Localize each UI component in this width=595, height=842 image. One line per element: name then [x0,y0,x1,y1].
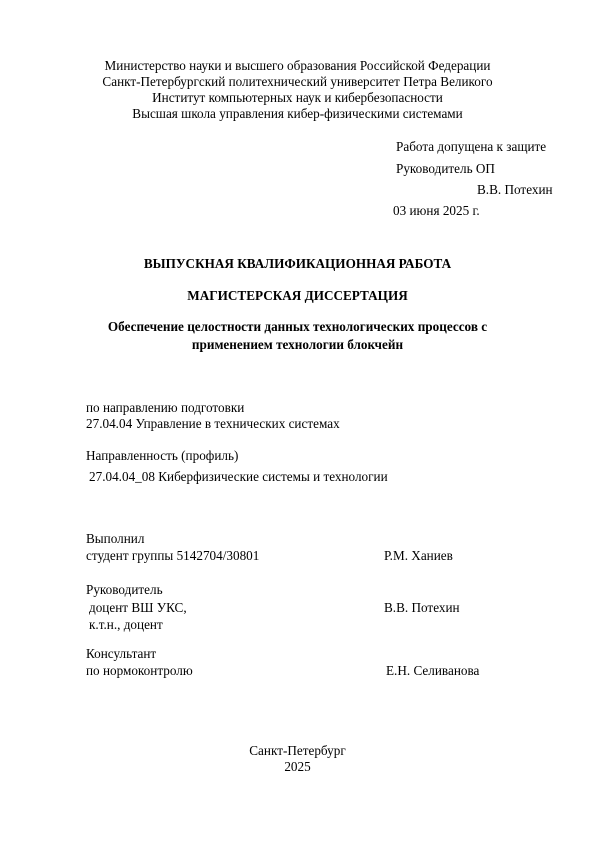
performer-name: Р.М. Ханиев [384,548,453,563]
direction-label: по направлению подготовки [86,400,245,415]
work-subtype-title: МАГИСТЕРСКАЯ ДИССЕРТАЦИЯ [187,288,408,303]
profile-value: 27.04.04_08 Киберфизические системы и технологии [89,469,388,484]
consultant-name: Е.Н. Селиванова [386,663,480,678]
topic-line-1: Обеспечение целостности данных технологических процессов с [107,319,488,334]
supervisor-role: доцент ВШ УКС, [89,600,187,615]
consultant-role: по нормоконтролю [86,663,193,678]
footer-city: Санкт-Петербург [249,743,346,758]
performer-role: студент группы 5142704/30801 [86,548,260,563]
direction-value: 27.04.04 Управление в технических системах [86,416,340,431]
supervisor-label: Руководитель [86,582,163,597]
program-head-name: В.В. Потехин [477,182,553,197]
ministry-line: Министерство науки и высшего образования Российской Федерации [104,58,491,73]
supervisor-name: В.В. Потехин [384,600,460,615]
profile-label: Направленность (профиль) [86,448,239,463]
topic-line-2: применением технологии блокчейн [191,337,404,352]
performer-label: Выполнил [86,531,145,546]
supervisor-degree: к.т.н., доцент [89,617,163,632]
footer-year: 2025 [284,759,311,774]
university-line: Санкт-Петербургский политехнический университет Петра Великого [102,74,493,89]
consultant-label: Консультант [86,646,157,661]
school-line: Высшая школа управления кибер-физическими системами [132,106,463,121]
admitted-line: Работа допущена к защите [396,139,547,154]
approval-date: 03 июня 2025 г. [393,203,480,218]
work-type-title: ВЫПУСКНАЯ КВАЛИФИКАЦИОННАЯ РАБОТА [143,256,452,271]
program-head-title: Руководитель ОП [396,161,495,176]
institute-line: Институт компьютерных наук и кибербезопасности [152,90,443,105]
